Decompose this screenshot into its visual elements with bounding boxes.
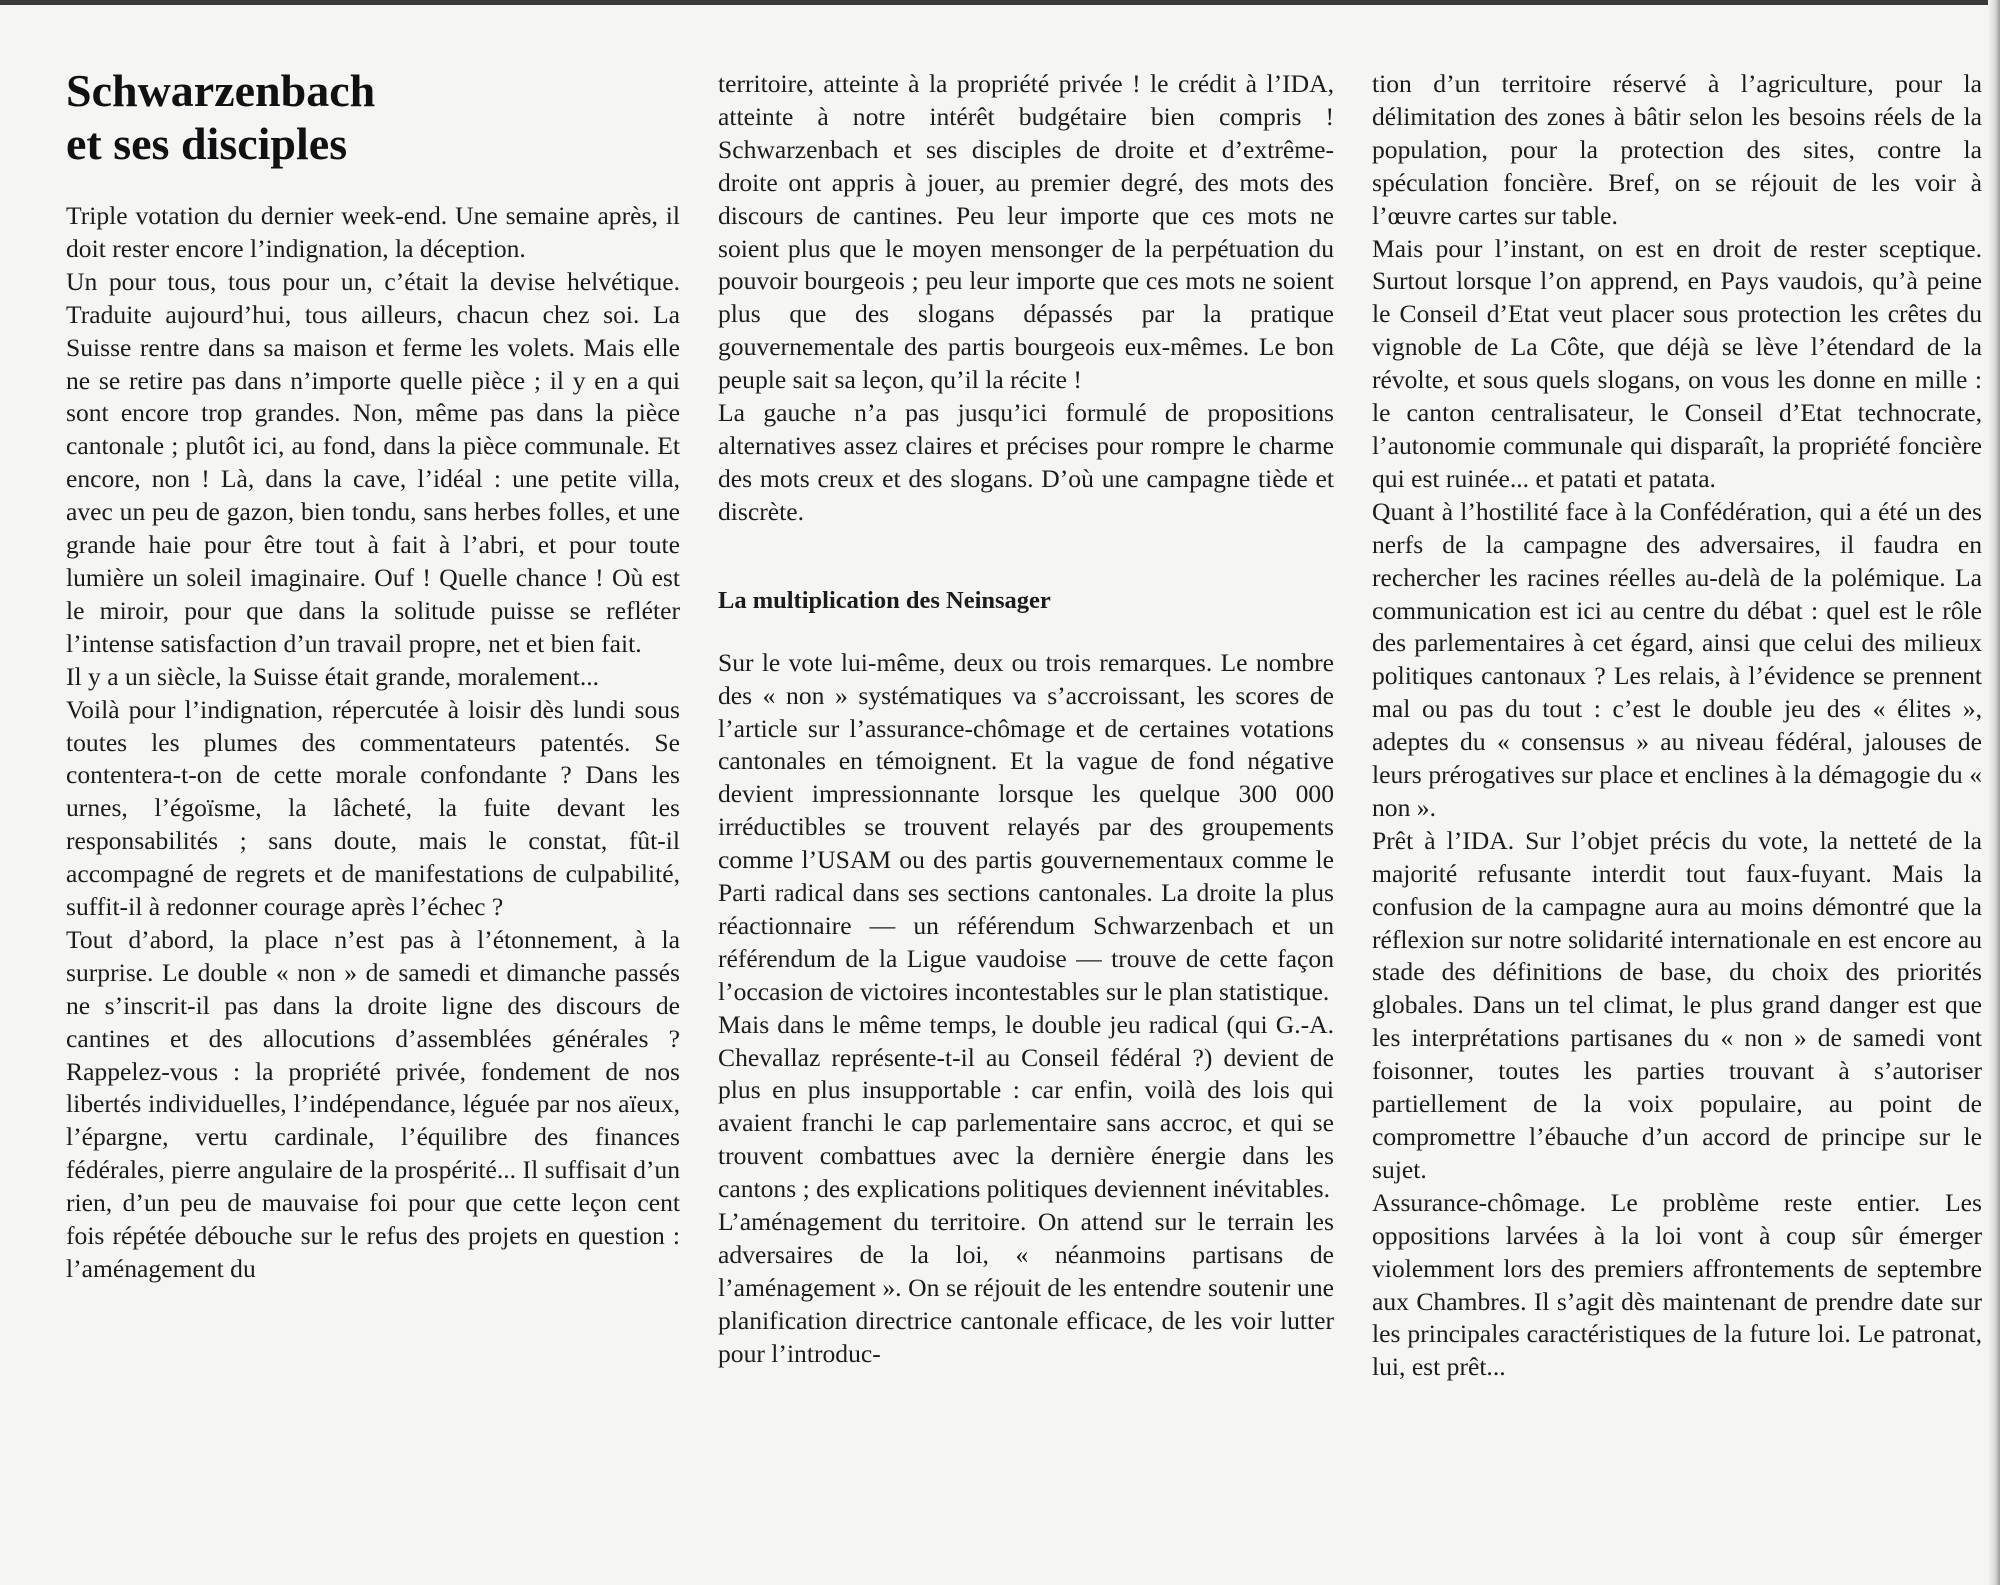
paragraph: Tout d’abord, la place n’est pas à l’étonnement, à la surprise. Le double « non » de samedi et dimanche passés ne s’inscrit-il pas dans la droite ligne des discours de cantines et des allocutions d’assemblées générales ? Rappelez-vous : la propriété privée, fondement de nos libertés individuelles, l’indépendance, léguée par nos aïeux, l’épargne, vertu cardinale, l’équilibre des finances fédérales, pierre angulaire de la prospérité... Il suffisait d’un rien, d’un peu de mauvaise foi pour que cette leçon cent fois répétée débouche sur le refus des projets en question : l’aménagement du — [66, 924, 680, 1283]
paragraph: territoire, atteinte à la propriété privée ! le crédit à l’IDA, atteinte à notre intérêt budgétaire bien compris ! Schwarzenbach et ses disciples de droite et d’extrême-droite ont appris à jouer, au premier degré, des mots des discours de cantines. Peu leur importe que ces mots ne soient plus que le moyen mensonger de la perpétuation du pouvoir bourgeois ; peu leur importe que ces mots ne soient plus que des slogans dépassés par la pratique gouvernementale des partis bourgeois eux-mêmes. Le bon peuple sait sa leçon, qu’il la récite ! — [718, 69, 1334, 395]
paragraph: Voilà pour l’indignation, répercutée à loisir dès lundi sous toutes les plumes des commentateurs patentés. Se contentera-t-on de cette morale confondante ? Dans les urnes, l’égoïsme, la lâcheté, la fuite devant les responsabilités ; sans doute, mais le constat, fût-il accompagné de regrets et de manifestations de culpabilité, suffit-il à redonner courage après l’échec ? — [66, 694, 680, 922]
section-subheading: La multiplication des Neinsager — [718, 586, 1051, 614]
paragraph: Il y a un siècle, la Suisse était grande, moralement... — [66, 661, 600, 691]
paragraph: tion d’un territoire réservé à l’agriculture, pour la délimitation des zones à bâtir selon les besoins réels de la population, pour la protection des sites, contre la spéculation foncière. Bref, on se réjouit de les voir à l’œuvre cartes sur table. — [1372, 69, 1982, 230]
article-title-line-1: Schwarzenbach — [66, 65, 376, 116]
paragraph: L’aménagement du territoire. On attend sur le terrain les adversaires de la loi, « néanmoins partisans de l’aménagement ». On se réjouit de les entendre soutenir une planification directrice cantonale efficace, de les voir lutter pour l’introduc- — [718, 1207, 1334, 1368]
paragraph: Mais pour l’instant, on est en droit de rester sceptique. Surtout lorsque l’on apprend, en Pays vaudois, qu’à peine le Conseil d’Etat veut placer sous protection les crêtes du vignoble de La Côte, que déjà se lève l’étendard de la révolte, et sous quels slogans, on vous les donne en mille : le canton centralisateur, le Conseil d’Etat technocrate, l’autonomie communale qui disparaît, la propriété foncière qui est ruinée... et patati et patata. — [1372, 233, 1982, 493]
column-3 — [1372, 68, 1982, 1384]
page-edge-shadow — [1988, 0, 2000, 1585]
paragraph: Assurance-chômage. Le problème reste entier. Les oppositions larvées à la loi vont à coup sûr émerger violemment lors des premiers affrontements de septembre aux Chambres. Il s’agit dès maintenant de prendre date sur les principales caractéristiques de la future loi. Le patronat, lui, est prêt... — [1372, 1187, 1982, 1382]
paragraph: La gauche n’a pas jusqu’ici formulé de propositions alternatives assez claires et précises pour rompre le charme des mots creux et des slogans. D’où une campagne tiède et discrète. — [718, 398, 1334, 526]
paragraph: Un pour tous, tous pour un, c’était la devise helvétique. Traduite aujourd’hui, tous ailleurs, chacun chez soi. La Suisse rentre dans sa maison et ferme les volets. Mais elle ne se retire pas dans n’importe quelle pièce ; il y en a qui sont encore trop grandes. Non, même pas dans la pièce cantonale ; plutôt ici, au fond, dans la pièce communale. Et encore, non ! Là, dans la cave, l’idéal : une petite villa, avec un peu de gazon, bien tondu, sans herbes folles, et une grande haie pour être tout à fait à l’abri, et pour toute lumière un soleil imaginaire. Ouf ! Quelle chance ! Où est le miroir, pour que dans la solitude puisse se refléter l’intense satisfaction d’un travail propre, net et bien fait. — [66, 266, 680, 658]
top-rule — [0, 0, 2000, 5]
article-title-line-2: et ses disciples — [66, 118, 348, 169]
paragraph: Prêt à l’IDA. Sur l’objet précis du vote, la netteté de la majorité refusante interdit tout faux-fuyant. Mais la confusion de la campagne aura au moins démontré que la réflexion sur notre solidarité internationale en est encore au stade des définitions de base, du choix des priorités globales. Dans un tel climat, le plus grand danger est que les interprétations partisanes du « non » de samedi vont foisonner, toutes les parties trouvant à s’autoriser partiellement de la voix populaire, au point de compromettre l’ébauche d’un accord de principe sur le sujet. — [1372, 825, 1982, 1184]
paragraph: Sur le vote lui-même, deux ou trois remarques. Le nombre des « non » systématiques va s’accroissant, les scores de l’article sur l’assurance-chômage et de certaines votations cantonales en témoignent. Et la vague de fond négative devient impressionnante lorsque les quelque 300 000 irréductibles se trouvent relayés par des groupements comme l’USAM ou des partis gouvernementaux comme le Parti radical dans ses sections cantonales. La droite la plus réactionnaire — un référendum Schwarzenbach et un référendum de la Ligue vaudoise — trouve de cette façon l’occasion de victoires incontestables sur le plan statistique. — [718, 647, 1334, 1006]
paragraph: Quant à l’hostilité face à la Confédération, qui a été un des nerfs de la campagne des adversaires, il faudra en rechercher les racines réelles au-delà de la polémique. La communication est ici au centre du débat : quel est le rôle des parlementaires à cet égard, ainsi que celui des milieux politiques cantonaux ? Les relais, à l’évidence se prennent mal ou pas du tout : c’est le double jeu des « élites », adeptes du « consensus » au niveau fédéral, jalouses de leurs prérogatives sur place et enclines à la démagogie du « non ». — [1372, 496, 1982, 822]
paragraph: Mais dans le même temps, le double jeu radical (qui G.-A. Chevallaz représente-t-il au Conseil fédéral ?) devient de plus en plus insupportable : car enfin, voilà des lois qui avaient franchi le cap parlementaire sans accroc, et qui se trouvent combattues avec la dernière énergie dans les cantons ; des explications politiques deviennent inévitables. — [718, 1009, 1334, 1204]
article-title — [66, 64, 680, 170]
column-2 — [718, 68, 1334, 1371]
column-1 — [66, 200, 680, 1286]
paragraph: Triple votation du dernier week-end. Une semaine après, il doit rester encore l’indignation, la déception. — [66, 201, 680, 263]
